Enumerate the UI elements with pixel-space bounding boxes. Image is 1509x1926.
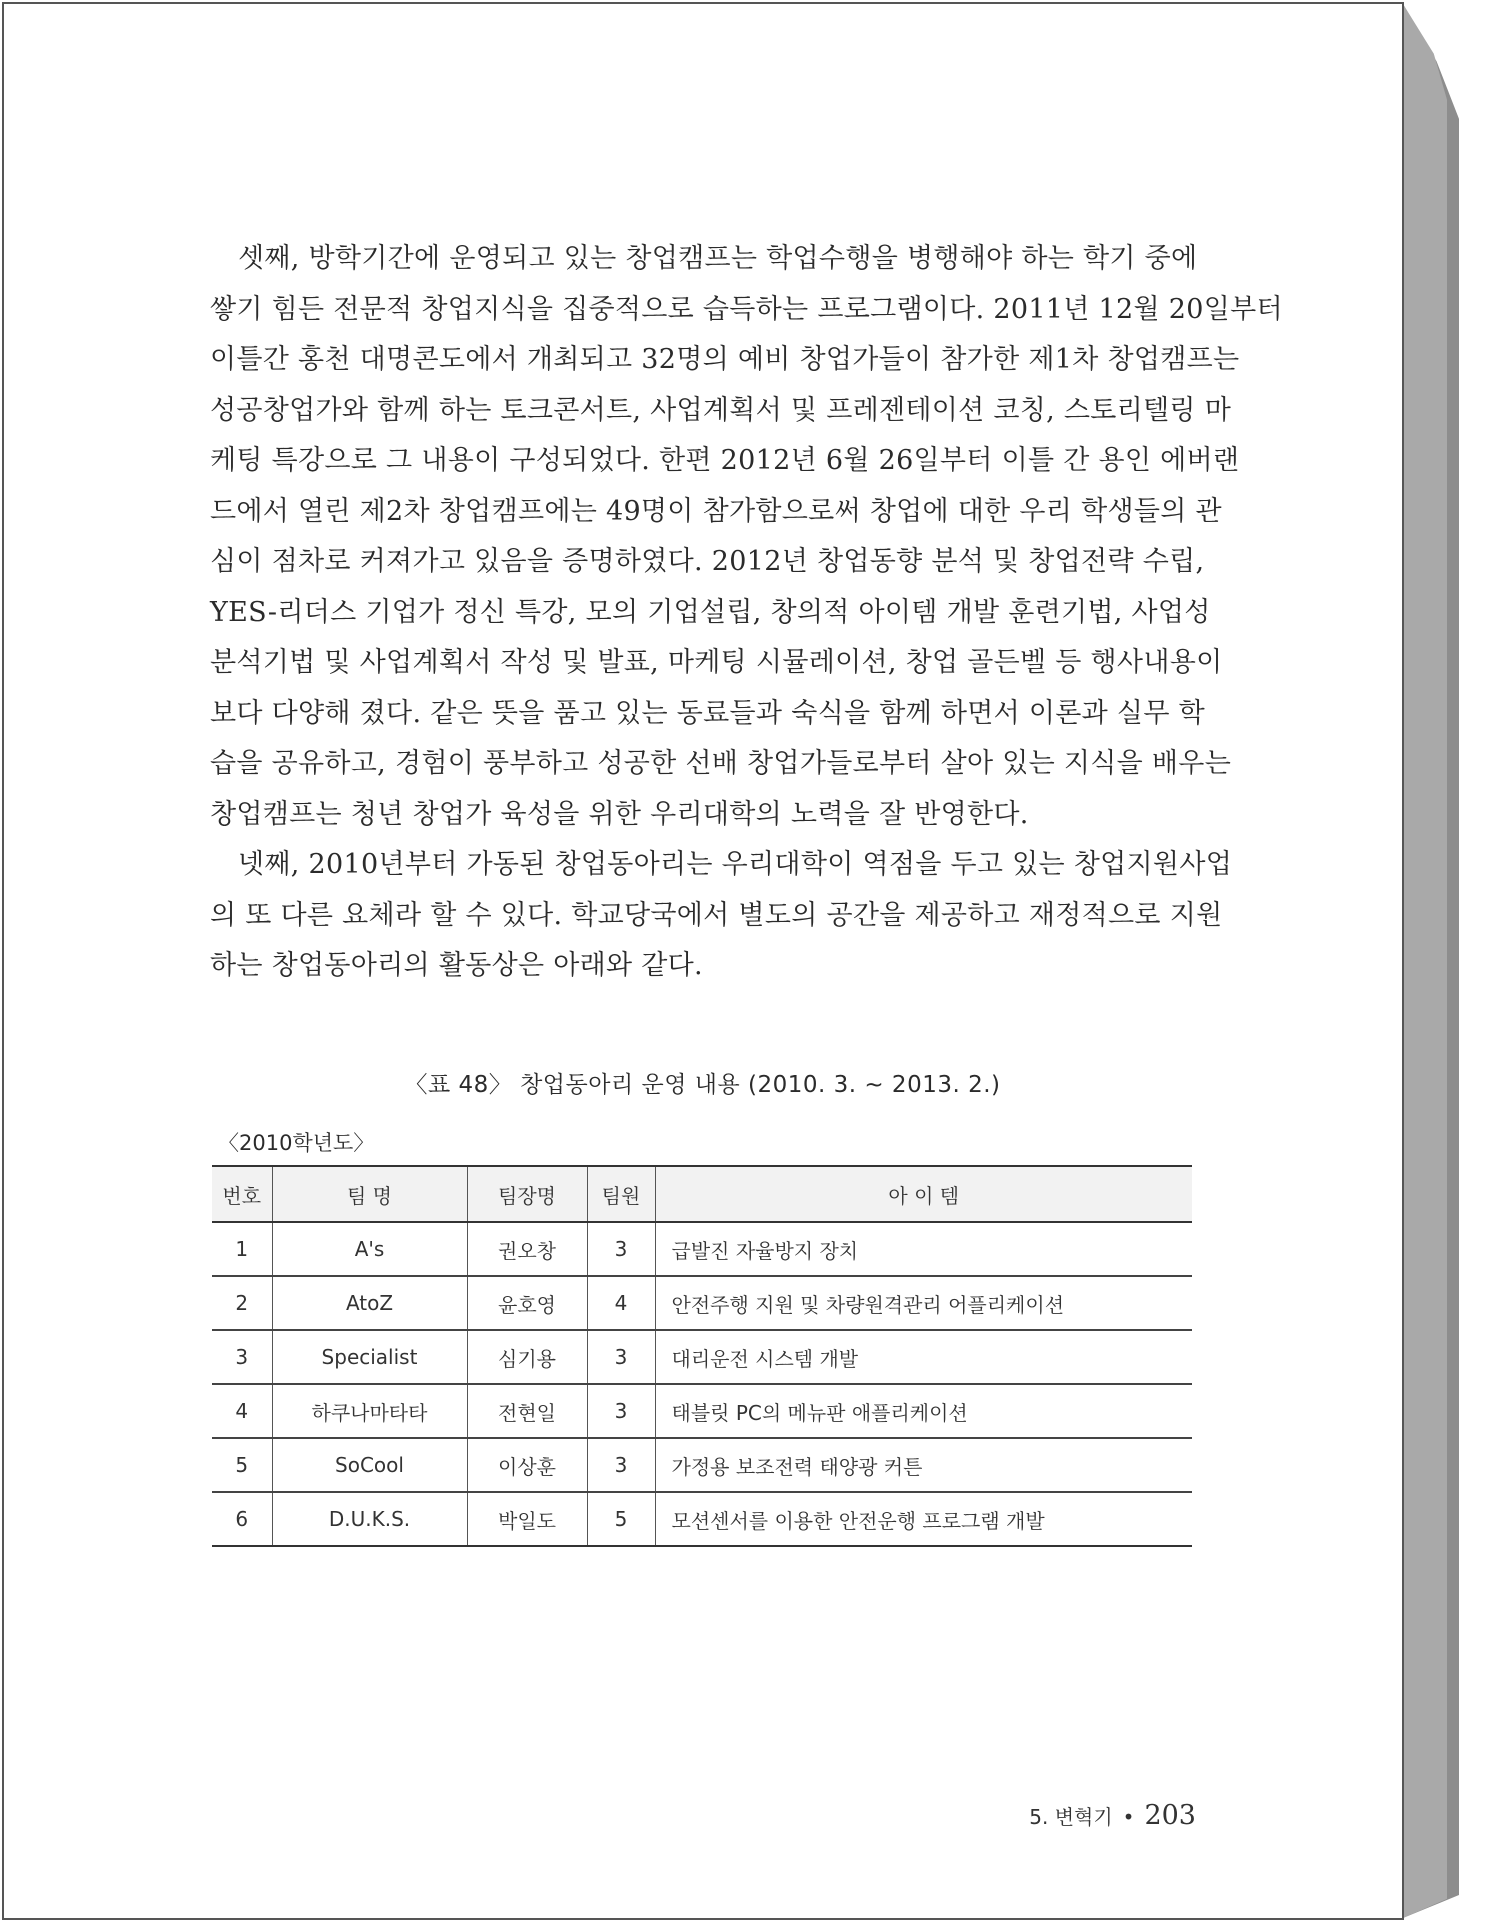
chapter-title: 5. 변혁기 <box>1029 1805 1113 1829</box>
body-line: 심이 점차로 커져가고 있음을 증명하였다. 2012년 창업동향 분석 및 창업전략 수립, <box>210 546 1205 577</box>
cell-item: 대리운전 시스템 개발 <box>655 1330 1192 1384</box>
table-row <box>212 1438 1192 1492</box>
book-edge-inner <box>1403 4 1447 1918</box>
table-header-row <box>212 1166 1192 1222</box>
table-row <box>212 1222 1192 1276</box>
cell-members: 3 <box>587 1384 655 1438</box>
cell-team-name: SoCool <box>272 1438 467 1492</box>
body-line: 셋째, 방학기간에 운영되고 있는 창업캠프는 학업수행을 병행해야 하는 학기 중에 <box>238 243 1198 274</box>
table-row <box>212 1276 1192 1330</box>
cell-members: 3 <box>587 1222 655 1276</box>
body-line: 의 또 다른 요체라 할 수 있다. 학교당국에서 별도의 공간을 제공하고 재정적으로 지원 <box>210 899 1223 931</box>
cell-leader: 이상훈 <box>467 1438 587 1492</box>
cell-number: 6 <box>212 1492 272 1546</box>
header-team-name: 팀 명 <box>272 1166 467 1222</box>
table-caption: 〈표 48〉 창업동아리 운영 내용 (2010. 3. ~ 2013. 2.) <box>404 1072 1001 1098</box>
body-line: 하는 창업동아리의 활동상은 아래와 같다. <box>210 950 703 981</box>
cell-number: 5 <box>212 1438 272 1492</box>
club-table <box>212 1165 1192 1547</box>
cell-leader: 전현일 <box>467 1384 587 1438</box>
body-line: 보다 다양해 졌다. 같은 뜻을 품고 있는 동료들과 숙식을 함께 하면서 이론과 실무 학 <box>210 697 1205 729</box>
cell-members: 5 <box>587 1492 655 1546</box>
cell-item: 모션센서를 이용한 안전운행 프로그램 개발 <box>655 1492 1192 1546</box>
body-line: 케팅 특강으로 그 내용이 구성되었다. 한편 2012년 6월 26일부터 이틀 간 용인 에버랜 <box>210 445 1240 476</box>
cell-item: 급발진 자율방지 장치 <box>655 1222 1192 1276</box>
cell-leader: 심기용 <box>467 1330 587 1384</box>
body-line: YES-리더스 기업가 정신 특강, 모의 기업설립, 창의적 아이템 개발 훈련기법, 사업성 <box>210 596 1211 628</box>
cell-number: 2 <box>212 1276 272 1330</box>
page-footer <box>1029 1800 1196 1831</box>
body-line: 이틀간 홍천 대명콘도에서 개최되고 32명의 예비 창업가들이 참가한 제1차 창업캠프는 <box>210 344 1240 375</box>
cell-team-name: 하쿠나마타타 <box>272 1384 467 1438</box>
cell-item: 안전주행 지원 및 차량원격관리 어플리케이션 <box>655 1276 1192 1330</box>
cell-members: 3 <box>587 1438 655 1492</box>
body-line: 분석기법 및 사업계획서 작성 및 발표, 마케팅 시뮬레이션, 창업 골든벨 등 행사내용이 <box>210 647 1223 678</box>
table-row <box>212 1384 1192 1438</box>
table-row <box>212 1492 1192 1546</box>
header-number: 번호 <box>212 1166 272 1222</box>
cell-item: 태블릿 PC의 메뉴판 애플리케이션 <box>655 1384 1192 1438</box>
cell-item: 가정용 보조전력 태양광 커튼 <box>655 1438 1192 1492</box>
body-line: 성공창업가와 함께 하는 토크콘서트, 사업계획서 및 프레젠테이션 코칭, 스토리텔링 마 <box>210 394 1232 426</box>
body-line: 습을 공유하고, 경험이 풍부하고 성공한 선배 창업가들로부터 살아 있는 지식을 배우는 <box>210 748 1232 779</box>
table-row <box>212 1330 1192 1384</box>
body-line: 드에서 열린 제2차 창업캠프에는 49명이 참가함으로써 창업에 대한 우리 학생들의 관 <box>210 495 1222 527</box>
body-text <box>210 234 1283 992</box>
bullet-separator: • <box>1122 1805 1135 1829</box>
body-line: 넷째, 2010년부터 가동된 창업동아리는 우리대학이 역점을 두고 있는 창업지원사업 <box>238 849 1233 880</box>
header-members: 팀원 <box>587 1166 655 1222</box>
body-line: 쌓기 힘든 전문적 창업지식을 집중적으로 습득하는 프로그램이다. 2011년 12월 20일부터 <box>210 293 1283 325</box>
cell-team-name: Specialist <box>272 1330 467 1384</box>
cell-number: 4 <box>212 1384 272 1438</box>
cell-members: 4 <box>587 1276 655 1330</box>
header-item: 아 이 템 <box>655 1166 1192 1222</box>
cell-number: 3 <box>212 1330 272 1384</box>
cell-team-name: A's <box>272 1222 467 1276</box>
cell-members: 3 <box>587 1330 655 1384</box>
cell-leader: 권오창 <box>467 1222 587 1276</box>
cell-leader: 윤호영 <box>467 1276 587 1330</box>
table-year-label: 〈2010학년도〉 <box>218 1131 375 1155</box>
cell-team-name: AtoZ <box>272 1276 467 1330</box>
header-leader: 팀장명 <box>467 1166 587 1222</box>
cell-leader: 박일도 <box>467 1492 587 1546</box>
body-line: 창업캠프는 청년 창업가 육성을 위한 우리대학의 노력을 잘 반영한다. <box>210 798 1029 830</box>
page-number: 203 <box>1144 1800 1196 1831</box>
cell-team-name: D.U.K.S. <box>272 1492 467 1546</box>
cell-number: 1 <box>212 1222 272 1276</box>
